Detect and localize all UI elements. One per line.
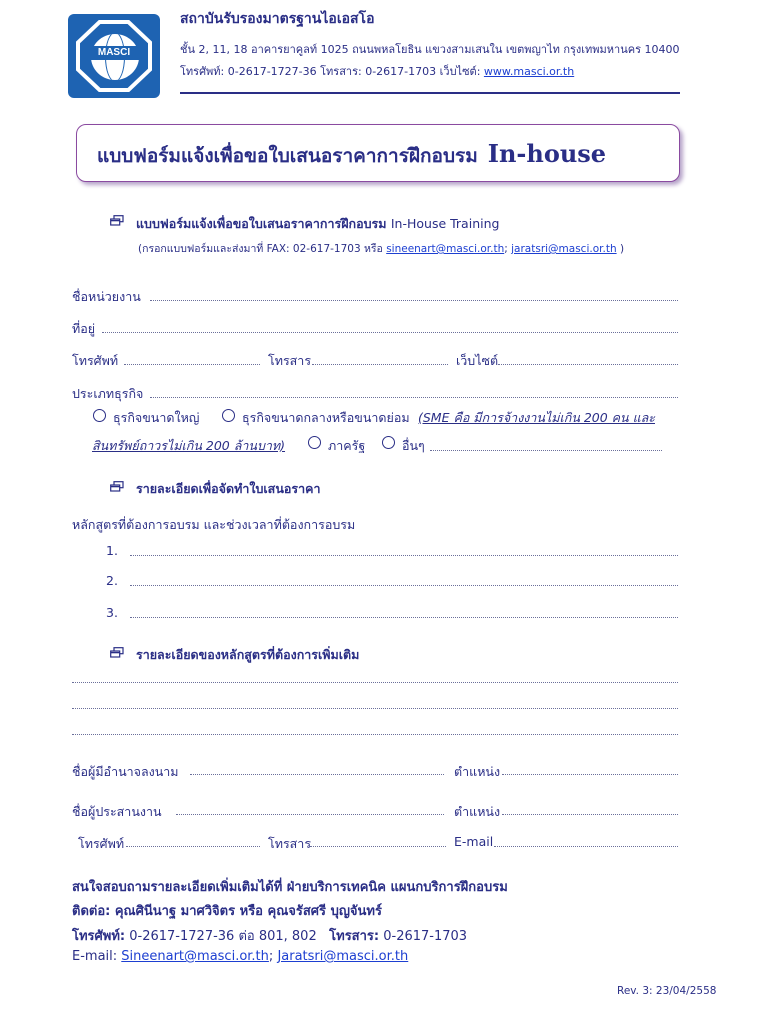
- footer-phone-fax: [72, 925, 467, 946]
- window-icon: [110, 215, 124, 226]
- address-field[interactable]: [102, 332, 678, 333]
- footer-email-2[interactable]: Jaratsri@masci.or.th: [277, 949, 409, 964]
- footer-phone-value: 0-2617-1727-36 ต่อ 801, 802: [129, 929, 317, 944]
- course-label: หลักสูตรที่ต้องการอบรม และช่วงเวลาที่ต้องการอบรม: [72, 517, 356, 532]
- org-name: สถาบันรับรองมาตรฐานไอเอสโอ: [180, 11, 375, 27]
- masci-logo: [68, 14, 160, 98]
- fax-field[interactable]: [312, 364, 448, 365]
- logo-text: MASCI: [86, 46, 142, 60]
- details-line-2[interactable]: [72, 708, 678, 709]
- contact-email-field[interactable]: [494, 846, 678, 847]
- fax-label: โทรสาร: [268, 353, 312, 368]
- footer-email: [72, 949, 408, 964]
- footer-fax-label: โทรสาร:: [329, 929, 380, 944]
- course-item-2-field[interactable]: [130, 585, 678, 586]
- authorizer-position-label: ตำแหน่ง: [454, 764, 501, 779]
- note-sep: ;: [504, 243, 508, 255]
- contact-phone-field[interactable]: [126, 846, 260, 847]
- footer-phone-label: โทรศัพท์:: [72, 929, 126, 944]
- section1-heading-thai: แบบฟอร์มแจ้งเพื่อขอใบเสนอราคาการฝึกอบรม: [136, 216, 387, 231]
- form-title-thai: แบบฟอร์มแจ้งเพื่อขอใบเสนอราคาการฝึกอบรม: [97, 145, 478, 167]
- section1-heading-en: In-House Training: [390, 216, 500, 231]
- authorizer-label: ชื่อผู้มีอำนาจลงนาม: [72, 764, 179, 779]
- org-contact-text: โทรศัพท์: 0-2617-1727-36 โทรสาร: 0-2617-1703 เว็บไซต์:: [180, 65, 481, 78]
- website-label: เว็บไซต์: [456, 353, 499, 368]
- window-icon: [110, 647, 124, 658]
- contact-phone-label: โทรศัพท์: [78, 836, 125, 851]
- radio-sme[interactable]: [222, 409, 235, 422]
- revision-text: Rev. 3: 23/04/2558: [617, 985, 717, 997]
- note-email-2[interactable]: jaratsri@masci.or.th: [511, 243, 617, 255]
- course-item-3-label: 3.: [106, 605, 118, 620]
- authorizer-position-field[interactable]: [502, 774, 678, 775]
- coordinator-position-field[interactable]: [502, 814, 678, 815]
- course-item-2-label: 2.: [106, 573, 118, 588]
- website-field[interactable]: [498, 364, 678, 365]
- business-type-label: ประเภทธุรกิจ: [72, 386, 144, 401]
- org-field[interactable]: [150, 300, 678, 301]
- section1-heading: [136, 214, 499, 234]
- form-title-english: In-house: [487, 139, 607, 168]
- form-title: [97, 139, 606, 171]
- contact-fax-field[interactable]: [310, 846, 446, 847]
- course-item-1-field[interactable]: [130, 555, 678, 556]
- note-prefix: (กรอกแบบฟอร์มและส่งมาที่ FAX: 02-617-1703 หรือ: [138, 243, 383, 255]
- option-sme-label: ธุรกิจขนาดกลางหรือขนาดย่อม: [242, 410, 410, 425]
- footer-email-sep: ;: [268, 949, 274, 964]
- header-rule: [180, 92, 680, 94]
- section2-heading: รายละเอียดเพื่อจัดทำใบเสนอราคา: [136, 481, 321, 496]
- details-line-1[interactable]: [72, 682, 678, 683]
- business-type-field[interactable]: [150, 397, 678, 398]
- option-government-label: ภาครัฐ: [328, 438, 366, 453]
- option-other-label: อื่นๆ: [402, 438, 425, 453]
- contact-fax-label: โทรสาร: [268, 836, 312, 851]
- sme-note-line2: สินทรัพย์ถาวรไม่เกิน 200 ล้านบาท): [92, 438, 286, 453]
- course-item-1-label: 1.: [106, 543, 118, 558]
- form-title-box: [76, 124, 680, 182]
- details-line-3[interactable]: [72, 734, 678, 735]
- radio-large[interactable]: [93, 409, 106, 422]
- address-label: ที่อยู่: [72, 321, 96, 336]
- footer-contact-persons: ติดต่อ: คุณศินีนาฐ มาศวิจิตร หรือ คุณจรัสศรี บุญจันทร์: [72, 904, 382, 919]
- coordinator-position-label: ตำแหน่ง: [454, 804, 501, 819]
- window-icon: [110, 481, 124, 492]
- authorizer-field[interactable]: [190, 774, 444, 775]
- note-email-1[interactable]: sineenart@masci.or.th: [386, 243, 505, 255]
- org-contact: [180, 62, 574, 80]
- coordinator-field[interactable]: [176, 814, 444, 815]
- footer-email-prefix: E-mail:: [72, 949, 118, 964]
- radio-other[interactable]: [382, 436, 395, 449]
- coordinator-label: ชื่อผู้ประสานงาน: [72, 804, 162, 819]
- org-address: ชั้น 2, 11, 18 อาคารยาคูลท์ 1025 ถนนพหลโยธิน แขวงสามเสนใน เขตพญาไท กรุงเทพมหานคร 10400: [180, 43, 680, 56]
- note-suffix: ): [619, 243, 625, 255]
- option-large-label: ธุรกิจขนาดใหญ่: [113, 410, 200, 425]
- contact-email-label: E-mail: [454, 834, 494, 849]
- phone-label: โทรศัพท์: [72, 353, 119, 368]
- footer-email-1[interactable]: Sineenart@masci.or.th: [121, 949, 269, 964]
- radio-government[interactable]: [308, 436, 321, 449]
- section1-note: [138, 240, 624, 257]
- course-item-3-field[interactable]: [130, 617, 678, 618]
- sme-note-line1: (SME คือ มีการจ้างงานไม่เกิน 200 คน และ: [418, 410, 655, 425]
- other-field[interactable]: [430, 450, 662, 451]
- website-link[interactable]: www.masci.or.th: [483, 65, 575, 78]
- org-label: ชื่อหน่วยงาน: [72, 289, 141, 304]
- footer-fax-value: 0-2617-1703: [383, 929, 468, 944]
- section3-heading: รายละเอียดของหลักสูตรที่ต้องการเพิ่มเติม: [136, 647, 360, 662]
- footer-inquiry: สนใจสอบถามรายละเอียดเพิ่มเติมได้ที่ ฝ่ายบริการเทคนิค แผนกบริการฝึกอบรม: [72, 880, 508, 895]
- phone-field[interactable]: [124, 364, 260, 365]
